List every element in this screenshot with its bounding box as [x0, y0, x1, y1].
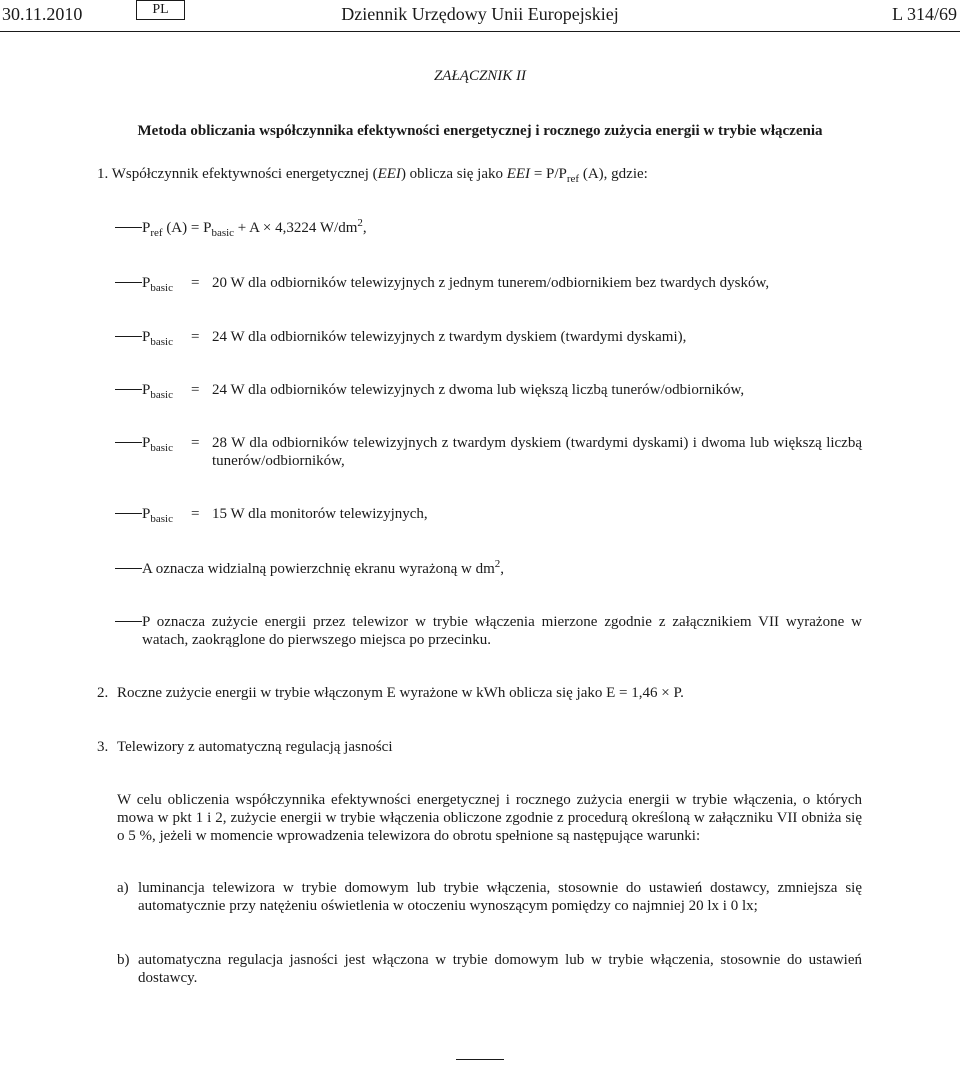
- ref-subscript: ref: [566, 173, 580, 185]
- pbasic-eq-5: =: [191, 506, 200, 522]
- condition-a-label: a): [117, 880, 129, 896]
- pbasic-eq-3: =: [191, 382, 200, 398]
- language-code: PL: [136, 0, 185, 20]
- definition-p: P oznacza zużycie energii przez telewizor w trybie włączenia mierzone zgodnie z załącznikiem VII wyrażone w watach, zaokrąglone do pierwszego miejsca po przecinku.: [142, 614, 862, 648]
- dash-pbasic-4: [115, 442, 142, 443]
- item-2-text: Roczne zużycie energii w trybie włączonym E wyrażone w kWh oblicza się jako E = 1,46 × P.: [117, 685, 684, 701]
- pbasic-value-2: 24 W dla odbiorników telewizyjnych z twardym dyskiem (twardymi dyskami),: [212, 329, 687, 345]
- eei-symbol-2: EEI: [506, 166, 531, 182]
- pbasic-value-4: 28 W dla odbiorników telewizyjnych z twardym dyskiem (twardymi dyskami) i dwoma lub większą liczbą tunerów/odbiorników,: [212, 435, 862, 469]
- item-1-text-d: (A), gdzie:: [579, 166, 648, 182]
- item-1: [97, 165, 648, 183]
- dash-def-p: [115, 621, 142, 622]
- item-1-text-a: Współczynnik efektywności energetycznej (: [111, 166, 378, 182]
- condition-b-label: b): [117, 952, 130, 968]
- item-3-number: 3.: [97, 739, 109, 755]
- pbasic-eq-1: =: [191, 275, 200, 291]
- item-1-text-b: ) oblicza się jako: [400, 166, 507, 182]
- dash-pbasic-5: [115, 513, 142, 514]
- pref-formula: $P_{ref}$ $(A) = P_{basic} + A \times 4,3224$ $W/dm^2$,: [142, 217, 367, 239]
- dash-formula: [115, 227, 142, 228]
- pbasic-label-5: $P_{basic}$: [142, 506, 173, 525]
- dash-pbasic-2: [115, 336, 142, 337]
- item-1-text-c: = P/P: [530, 166, 567, 182]
- condition-a-text: luminancja telewizora w trybie domowym lub trybie włączenia, stosownie do ustawień dostawcy, zmniejsza się automatycznie przy natężeniu oświetlenia w otoczeniu wynoszącym pomiędzy co najmniej 20 lx i 0 lx;: [138, 880, 862, 914]
- item-2-number: 2.: [97, 685, 109, 701]
- pbasic-label-4: $P_{basic}$: [142, 435, 173, 454]
- dash-def-a: [115, 568, 142, 569]
- footer-rule: [456, 1059, 504, 1060]
- pbasic-value-3: 24 W dla odbiorników telewizyjnych z dwoma lub większą liczbą tunerów/odbiorników,: [212, 382, 745, 398]
- annex-title: ZAŁĄCZNIK II: [433, 68, 527, 84]
- eei-symbol: EEI: [377, 166, 401, 182]
- pbasic-eq-2: =: [191, 329, 200, 345]
- header-rule: [0, 31, 960, 32]
- pbasic-label-2: $P_{basic}$: [142, 329, 173, 348]
- pbasic-value-1: 20 W dla odbiorników telewizyjnych z jednym tunerem/odbiornikiem bez twardych dysków,: [212, 275, 770, 291]
- page-reference: L 314/69: [892, 4, 957, 24]
- item-1-number: 1.: [97, 166, 109, 182]
- journal-title: Dziennik Urzędowy Unii Europejskiej: [341, 4, 619, 24]
- dash-pbasic-3: [115, 389, 142, 390]
- condition-b-text: automatyczna regulacja jasności jest włączona w trybie domowym lub w trybie włączenia, stosownie do ustawień dostawcy.: [138, 952, 862, 986]
- document-title: Metoda obliczania współczynnika efektywności energetycznej i rocznego zużycia energii w trybie włączenia: [137, 123, 823, 139]
- pbasic-value-5: 15 W dla monitorów telewizyjnych,: [212, 506, 428, 522]
- dash-pbasic-1: [115, 282, 142, 283]
- pbasic-eq-4: =: [191, 435, 200, 451]
- publication-date: 30.11.2010: [2, 4, 83, 24]
- item-3-title: Telewizory z automatyczną regulacją jasności: [117, 739, 393, 755]
- pbasic-label-3: $P_{basic}$: [142, 382, 173, 401]
- reduction-paragraph: W celu obliczenia współczynnika efektywności energetycznej i rocznego zużycia energii w trybie włączenia, o których mowa w pkt 1 i 2, zużycie energii w trybie włączenia obliczone zgodnie z procedurą określoną w załączniku VII obniża się o 5 %, jeżeli w momencie wprowadzenia telewizora do obrotu spełnione są następujące warunki:: [117, 792, 862, 844]
- pbasic-label-1: $P_{basic}$: [142, 275, 173, 294]
- definition-a: A oznacza widzialną powierzchnię ekranu wyrażoną w $dm^2$,: [142, 558, 505, 577]
